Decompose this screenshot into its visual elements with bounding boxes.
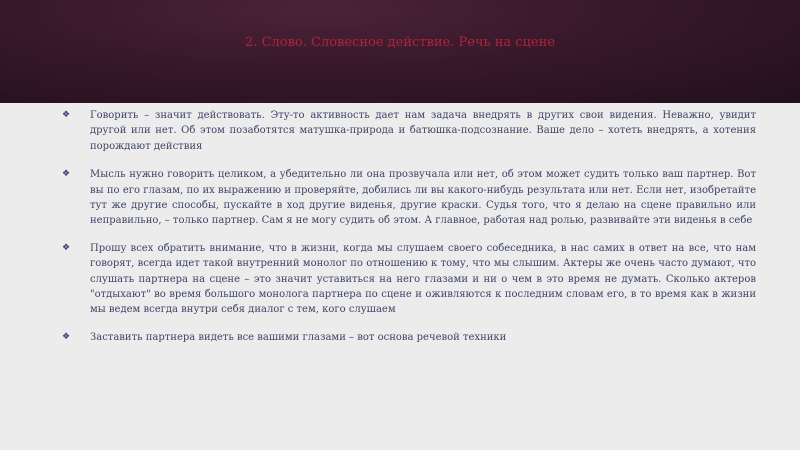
list-item xyxy=(62,167,756,229)
diamond-bullet-icon: ❖ xyxy=(62,110,71,120)
title-banner xyxy=(0,0,800,103)
diamond-bullet-icon: ❖ xyxy=(62,169,71,180)
slide-title: 2. Слово. Словесное действие. Речь на сцене xyxy=(245,35,555,50)
list-item xyxy=(62,241,756,318)
diamond-bullet-icon: ❖ xyxy=(62,331,71,342)
bullet-text: Заставить партнера видеть все вашими глазами – вот основа речевой техники xyxy=(90,331,507,343)
list-item xyxy=(62,330,756,345)
bullet-text: Говорить – значит действовать. Эту-то активность дает нам задача внедрять в других свои видения. Неважно, увидит другой или нет. Об этом позаботятся матушка-природа и батюшка-подсознание. Ваше дело – хотеть внедрять, а хотения порождают действия xyxy=(90,110,756,152)
list-item xyxy=(62,108,756,154)
bullet-text: Прошу всех обратить внимание, что в жизни, когда мы слушаем своего собеседника, в нас самих в ответ на все, что нам говорят, всегда идет такой внутренний монолог по отношению к тому, что мы слышим. Актеры же очень часто думают, что слушать партнера на сцене – это значит уставиться на него глазами и ни о чем в это время не думать. Сколько актеров "отдыхают" во время большого монолога партнера по сцене и оживляются к последним словам его, в то время как в жизни мы ведем всегда внутри себя диалог с тем, кого слушаем xyxy=(90,242,756,316)
bullet-text: Мысль нужно говорить целиком, а убедительно ли она прозвучала или нет, об этом может судить только ваш партнер. Вот вы по его глазам, по их выражению и проверяйте, добились ли вы какого-нибудь результата или нет. Если нет, изобретайте тут же другие способы, пускайте в ход другие виденья, другие краски. Судья того, что я делаю на сцене правильно или неправильно, – только партнер. Сам я не могу судить об этом. А главное, работая над ролью, развивайте эти виденья в себе xyxy=(90,169,756,227)
bullet-list xyxy=(62,108,756,359)
diamond-bullet-icon: ❖ xyxy=(62,242,71,253)
